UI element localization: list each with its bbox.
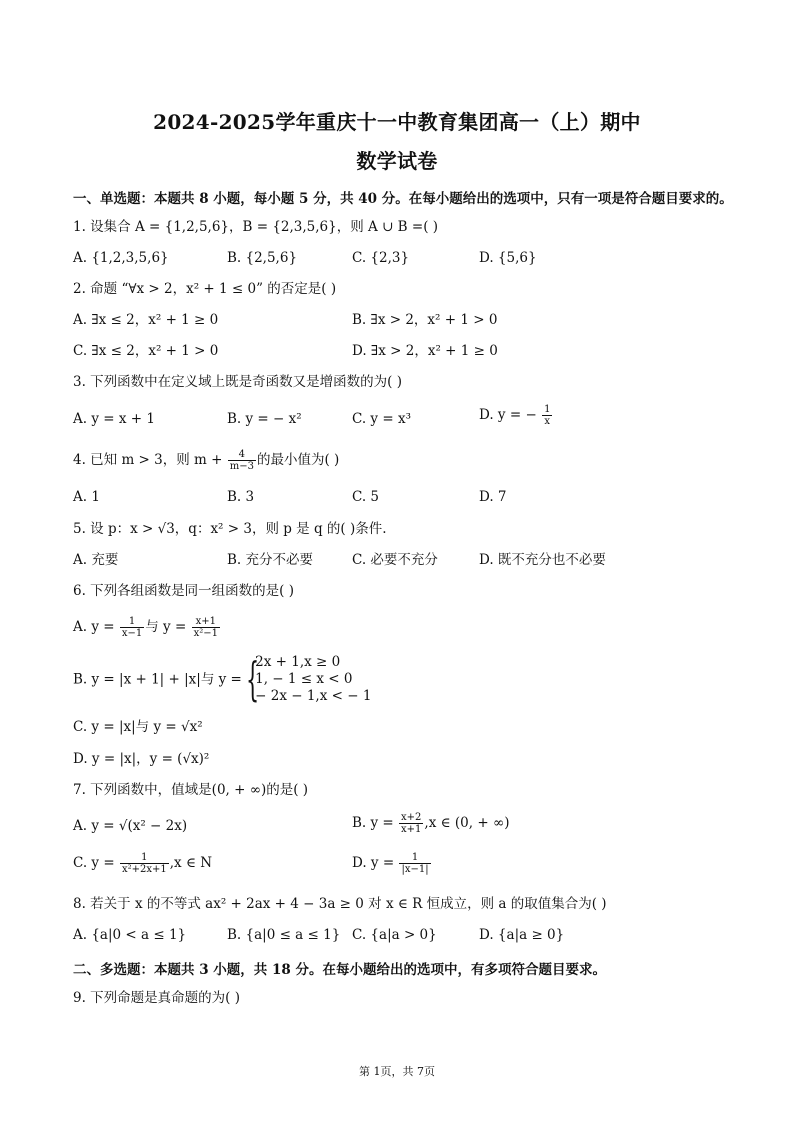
question-4-option-c: C. 5 <box>352 489 380 505</box>
question-8-option-d: D. {a|a ≥ 0} <box>479 927 565 943</box>
question-5-option-a: A. 充要 <box>73 552 119 568</box>
left-brace-icon: { <box>246 652 260 706</box>
exam-subtitle: 数学试卷 <box>356 149 438 173</box>
option-a-prefix: A. y = <box>73 619 115 635</box>
piecewise-case-2: 1, − 1 ≤ x < 0 <box>255 671 353 687</box>
fraction-numerator: 1 <box>544 404 551 415</box>
option-b-prefix: B. y = <box>352 815 394 831</box>
option-c-prefix: C. y = <box>73 855 115 871</box>
question-2-stem: 2. 命题 “∀x > 2，x² + 1 ≤ 0” 的否定是( ) <box>73 281 337 297</box>
option-b-prefix: B. y = |x + 1| + |x|与 y = <box>73 671 242 688</box>
question-1-option-b: B. {2,5,6} <box>227 250 298 266</box>
option-a-middle: 与 y = <box>145 619 187 635</box>
option-c-suffix: ,x ∈ N <box>169 855 213 871</box>
question-1-option-d: D. {5,6} <box>479 250 537 266</box>
question-1-option-c: C. {2,3} <box>352 250 410 266</box>
section-multiple-choice: 二、多选题：本题共 3 小题，共 18 分。在每小题给出的选项中，有多项符合题目要求。 <box>73 962 606 978</box>
fraction-denominator: x²−1 <box>193 628 218 639</box>
question-8-option-b: B. {a|0 ≤ a ≤ 1} <box>227 927 341 943</box>
question-3-option-d <box>479 404 553 427</box>
question-6-option-c: C. y = |x|与 y = √x² <box>73 719 203 735</box>
fraction <box>120 852 169 875</box>
fraction <box>120 616 144 639</box>
question-6-option-b <box>73 654 371 705</box>
question-4-option-a: A. 1 <box>73 489 100 505</box>
question-3-option-a: A. y = x + 1 <box>73 411 155 427</box>
fraction-numerator: 1 <box>120 616 144 628</box>
fraction <box>192 616 220 639</box>
question-3-option-b: B. y = − x² <box>227 411 302 427</box>
fraction-numerator: x+1 <box>192 616 220 628</box>
fraction <box>228 449 256 472</box>
question-7-option-b <box>352 812 509 835</box>
question-8-stem: 8. 若关于 x 的不等式 ax² + 2ax + 4 − 3a ≥ 0 对 x ∈ R 恒成立，则 a 的取值集合为( ) <box>73 896 607 912</box>
piecewise-function <box>246 654 371 705</box>
question-7-option-c <box>73 852 212 875</box>
fraction-numerator: x+2 <box>401 812 422 823</box>
question-4-option-d: D. 7 <box>479 489 507 505</box>
question-5-option-d: D. 既不充分也不必要 <box>479 552 606 568</box>
fraction <box>542 404 552 427</box>
piecewise-case-3: − 2x − 1,x < − 1 <box>255 688 372 704</box>
fraction-denominator: x²+2x+1 <box>121 864 167 875</box>
exam-title: 2024-2025学年重庆十一中教育集团高一（上）期中 <box>153 110 641 134</box>
page-number: 第 1页，共 7页 <box>359 1065 435 1078</box>
question-6-option-d: D. y = |x|，y = (√x)² <box>73 751 210 767</box>
fraction-numerator: 1 <box>120 852 169 864</box>
question-6-option-a <box>73 616 221 639</box>
question-7-option-d <box>352 852 432 875</box>
question-1-option-a: A. {1,2,3,5,6} <box>73 250 169 266</box>
question-1-stem: 1. 设集合 A = {1,2,5,6}，B = {2,3,5,6}，则 A ∪ B =( ) <box>73 219 439 235</box>
fraction-denominator: m−3 <box>229 461 254 472</box>
question-4-stem-prefix: 4. 已知 m > 3，则 m + <box>73 452 223 468</box>
question-4-stem-suffix: 的最小值为( ) <box>256 452 340 468</box>
question-2-option-c: C. ∃x ≤ 2，x² + 1 > 0 <box>73 343 219 359</box>
question-3-stem: 3. 下列函数中在定义域上既是奇函数又是增函数的为( ) <box>73 374 402 390</box>
fraction <box>399 852 430 875</box>
question-5-stem: 5. 设 p：x > √3，q：x² > 3，则 p 是 q 的( )条件. <box>73 521 387 537</box>
fraction-denominator: x+1 <box>401 824 422 835</box>
fraction-denominator: x <box>544 416 551 427</box>
section-single-choice: 一、单选题：本题共 8 小题，每小题 5 分，共 40 分。在每小题给出的选项中，只有一项是符合题目要求的。 <box>73 191 733 207</box>
question-8-option-c: C. {a|a > 0} <box>352 927 437 943</box>
fraction-numerator: 1 <box>399 852 430 864</box>
question-2-option-a: A. ∃x ≤ 2，x² + 1 ≥ 0 <box>73 312 219 328</box>
question-2-option-b: B. ∃x > 2，x² + 1 > 0 <box>352 312 498 328</box>
question-8-option-a: A. {a|0 < a ≤ 1} <box>73 927 187 943</box>
question-3-option-d-prefix: D. y = − <box>479 407 537 423</box>
question-4-stem <box>73 449 339 472</box>
question-7-stem: 7. 下列函数中，值域是(0, + ∞)的是( ) <box>73 782 309 798</box>
question-4-option-b: B. 3 <box>227 489 255 505</box>
question-5-option-b: B. 充分不必要 <box>227 552 314 568</box>
fraction-numerator: 4 <box>228 449 256 461</box>
question-9-stem: 9. 下列命题是真命题的为( ) <box>73 990 240 1006</box>
fraction <box>399 812 423 835</box>
question-5-option-c: C. 必要不充分 <box>352 552 438 568</box>
option-b-suffix: ,x ∈ (0, + ∞) <box>424 815 510 831</box>
piecewise-case-1: 2x + 1,x ≥ 0 <box>255 654 341 670</box>
option-d-prefix: D. y = <box>352 855 395 871</box>
fraction-denominator: x−1 <box>121 628 143 639</box>
question-3-option-c: C. y = x³ <box>352 411 411 427</box>
question-2-option-d: D. ∃x > 2，x² + 1 ≥ 0 <box>352 343 498 359</box>
question-7-option-a: A. y = √(x² − 2x) <box>73 818 188 834</box>
question-6-stem: 6. 下列各组函数是同一组函数的是( ) <box>73 583 294 599</box>
fraction-denominator: |x−1| <box>401 864 429 875</box>
